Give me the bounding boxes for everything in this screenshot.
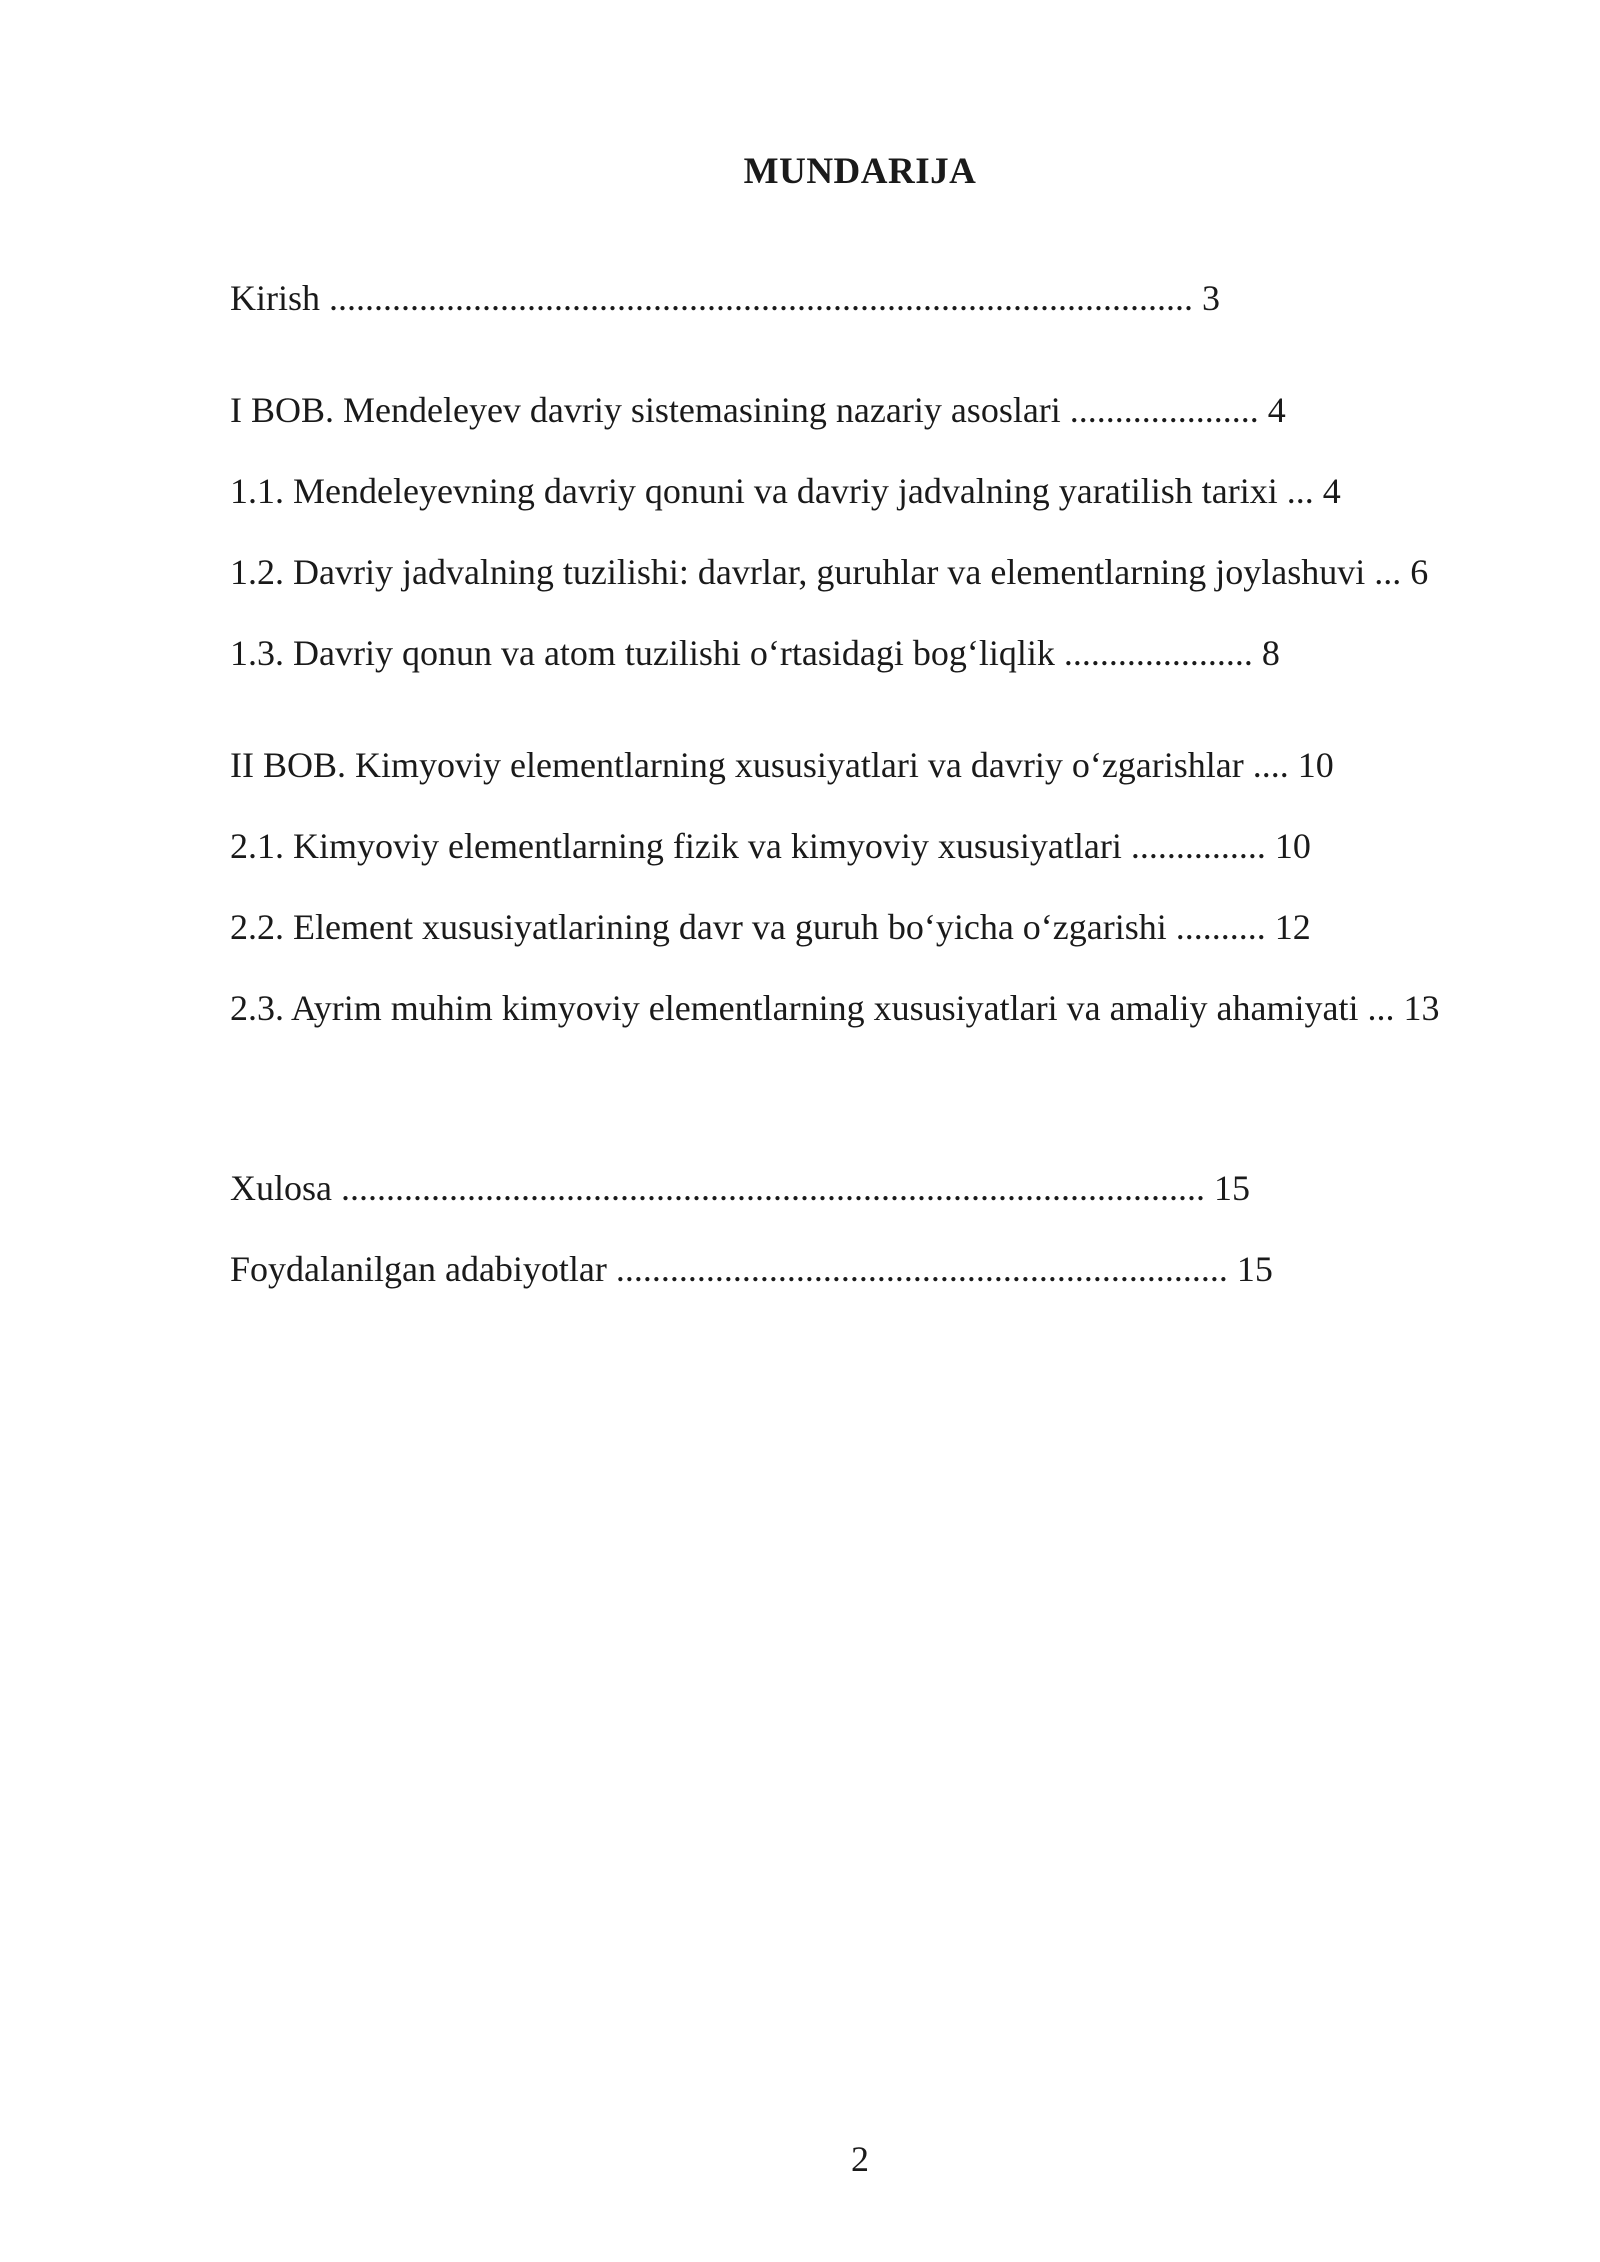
toc-entry-1-3: 1.3. Davriy qonun va atom tuzilishi o‘rtasidagi bog‘liqlik ..................... 8 [230,633,1280,673]
page-number: 2 [851,2139,869,2179]
toc-entry-chapter-1: I BOB. Mendeleyev davriy sistemasining nazariy asoslari ..................... 4 [230,390,1286,430]
toc-entry-2-2: 2.2. Element xususiyatlarining davr va guruh bo‘yicha o‘zgarishi .......... 12 [230,907,1311,947]
page-title: MUNDARIJA [743,151,977,192]
toc-entry-1-1: 1.1. Mendeleyevning davriy qonuni va davriy jadvalning yaratilish tarixi ... 4 [230,471,1341,511]
toc-entry-chapter-2: II BOB. Kimyoviy elementlarning xususiyatlari va davriy o‘zgarishlar .... 10 [230,745,1334,785]
toc-entry-conclusion: Xulosa ................................................................................................ 15 [230,1168,1250,1208]
toc-entry-2-3: 2.3. Ayrim muhim kimyoviy elementlarning xususiyatlari va amaliy ahamiyati ... 13 [230,988,1440,1028]
toc-entry-2-1: 2.1. Kimyoviy elementlarning fizik va kimyoviy xususiyatlari ............... 10 [230,826,1311,866]
toc-entry-1-2: 1.2. Davriy jadvalning tuzilishi: davrlar, guruhlar va elementlarning joylashuvi ... 6 [230,552,1429,592]
toc-entry-introduction: Kirish ................................................................................................ 3 [230,278,1220,318]
toc-entry-references: Foydalanilgan adabiyotlar .................................................................... 15 [230,1249,1273,1289]
